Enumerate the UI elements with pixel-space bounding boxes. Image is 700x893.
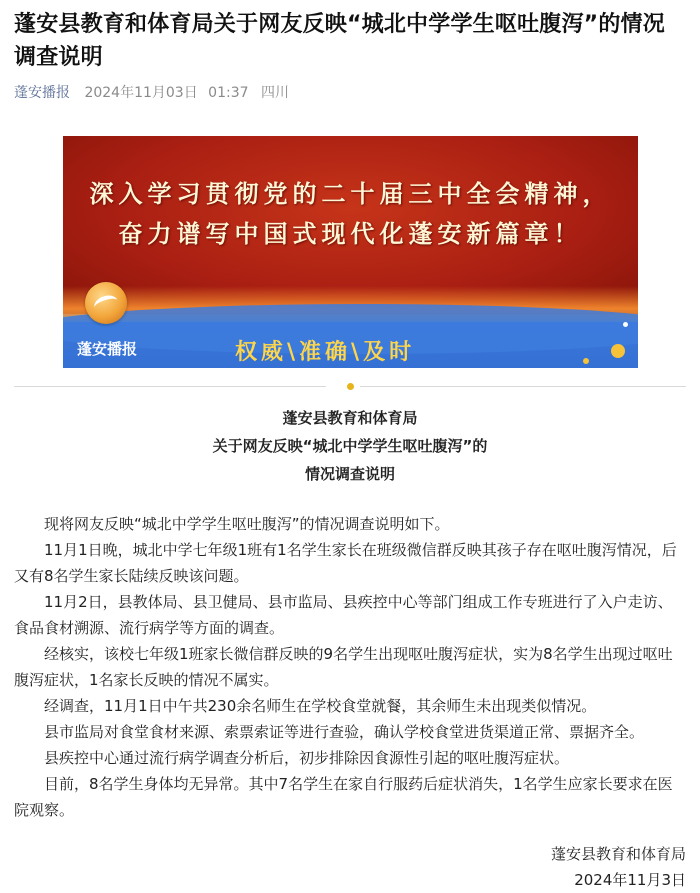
section-divider-left (14, 386, 326, 387)
decor-dot-icon (611, 344, 625, 358)
account-name-link[interactable]: 蓬安播报 (14, 85, 70, 101)
publish-time: 01:37 (208, 85, 249, 101)
signature-organization: 蓬安县教育和体育局 (550, 845, 686, 863)
document-body (14, 511, 686, 823)
divider-dot-icon (347, 383, 354, 390)
document-heading-line1: 蓬安县教育和体育局 (282, 409, 418, 427)
banner-motto: 权威\准确\及时 (235, 340, 416, 365)
document-heading-line2: 关于网友反映“城北中学学生呕吐腹泻”的 (212, 437, 488, 455)
banner-logo-text: 蓬安播报 (77, 340, 138, 358)
document-heading-line3: 情况调查说明 (304, 465, 395, 483)
body-paragraph: 目前，8名学生身体均无异常。其中7名学生在家自行服药后症状消失，1名学生应家长要求在医院观察。 (14, 775, 673, 819)
banner-image (63, 136, 638, 368)
body-paragraph: 现将网友反映“城北中学学生呕吐腹泻”的情况调查说明如下。 (44, 515, 450, 533)
signature-date: 2024年11月3日 (574, 871, 686, 889)
body-paragraph: 经核实，该校七年级1班家长微信群反映的9名学生出现呕吐腹泻症状，实为8名学生出现过呕吐腹泻症状，1名家长反映的情况不属实。 (14, 645, 673, 689)
banner-slogan-line1: 深入学习贯彻党的二十届三中全会精神， (89, 180, 612, 208)
body-paragraph: 县市监局对食堂食材来源、索票索证等进行查验，确认学校食堂进货渠道正常、票据齐全。 (44, 723, 645, 741)
body-paragraph: 11月1日晚，城北中学七年级1班有1名学生家长在班级微信群反映其孩子存在呕吐腹泻情况，后又有8名学生家长陆续反映该问题。 (14, 541, 677, 585)
body-paragraph: 县疾控中心通过流行病学调查分析后，初步排除因食源性引起的呕吐腹泻症状。 (44, 749, 570, 767)
publish-location: 四川 (260, 85, 289, 101)
publish-date: 2024年11月03日 (84, 85, 198, 101)
section-divider-right (360, 386, 686, 387)
decor-dot-icon (583, 358, 589, 364)
body-paragraph: 11月2日，县教体局、县卫健局、县市监局、县疾控中心等部门组成工作专班进行了入户走访、食品食材溯源、流行病学等方面的调查。 (14, 593, 673, 637)
body-paragraph: 经调查，11月1日中午共230余名师生在学校食堂就餐，其余师生未出现类似情况。 (44, 697, 597, 715)
decor-dot-icon (623, 322, 628, 327)
banner-slogan-line2: 奋力谱写中国式现代化蓬安新篇章！ (118, 220, 583, 248)
article-meta (14, 84, 289, 102)
article-title: 蓬安县教育和体育局关于网友反映“城北中学学生呕吐腹泻”的情况调查说明 (14, 12, 665, 70)
